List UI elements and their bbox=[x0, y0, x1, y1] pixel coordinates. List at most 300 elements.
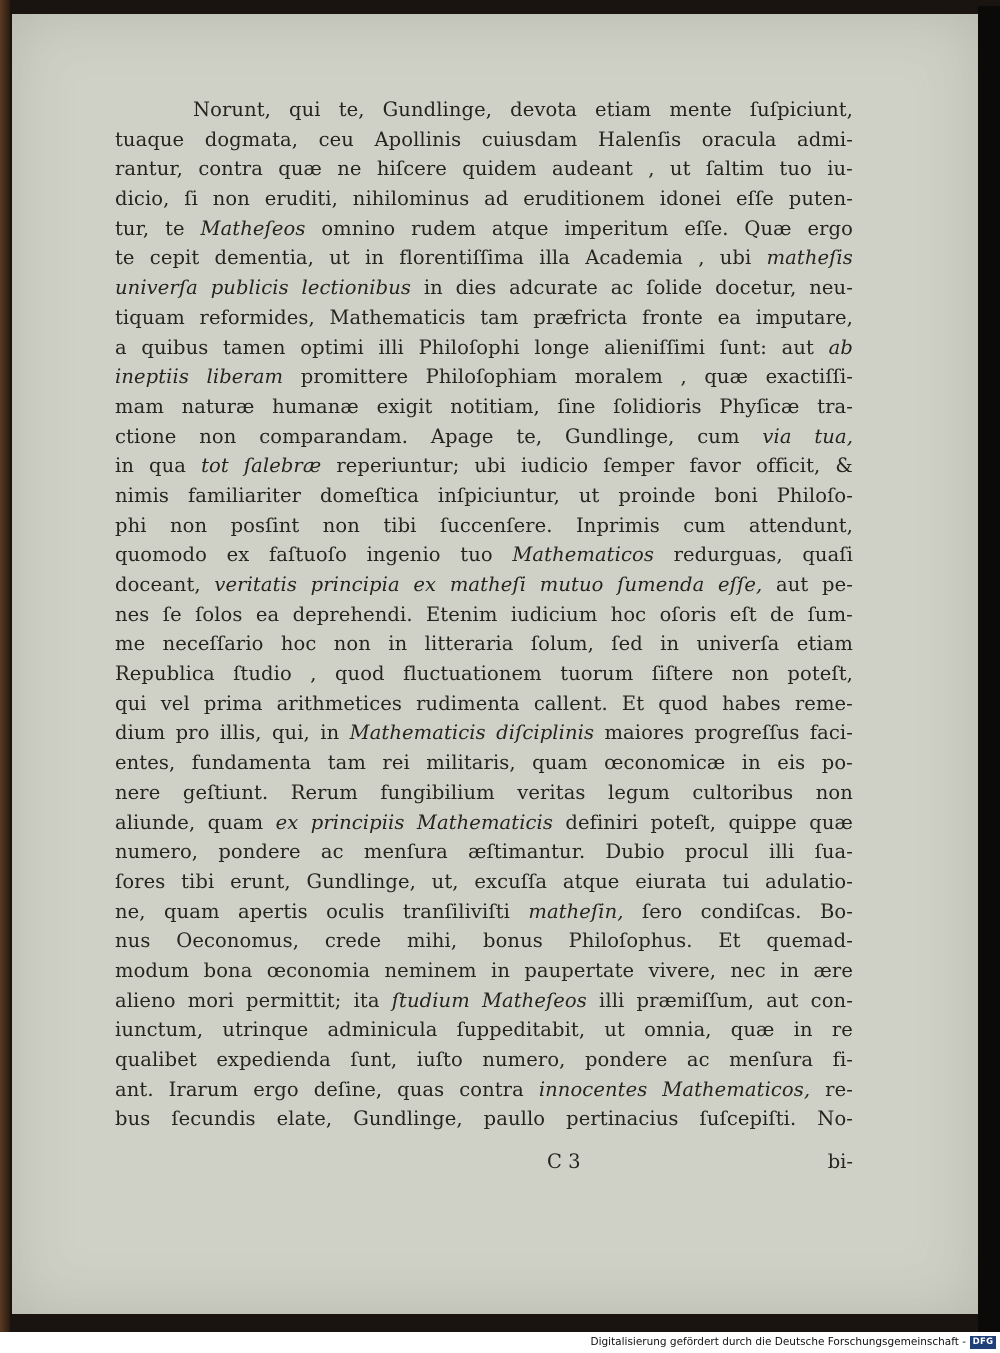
text-word: redurguas, bbox=[673, 543, 783, 567]
text-word: adcurate bbox=[509, 276, 598, 300]
credit-bar bbox=[0, 1332, 1000, 1353]
text-line bbox=[115, 1048, 853, 1078]
text-word: publicis bbox=[210, 276, 289, 300]
text-word: quæ bbox=[278, 157, 322, 181]
text-word: illis, bbox=[219, 721, 262, 745]
text-word: illi bbox=[768, 840, 795, 864]
text-word: imperitum bbox=[564, 216, 669, 240]
text-word: hoc bbox=[610, 602, 647, 626]
text-word: Philoſophi bbox=[418, 335, 520, 359]
text-word: ineptiis bbox=[115, 365, 189, 389]
text-word: crede bbox=[324, 929, 382, 953]
text-word: nes bbox=[115, 602, 150, 626]
text-word: bonus bbox=[482, 929, 543, 953]
text-word: paupertate bbox=[524, 958, 635, 982]
text-line bbox=[115, 187, 853, 217]
text-word: ſed bbox=[611, 632, 643, 656]
text-word: eſt bbox=[729, 602, 757, 626]
text-word: ære bbox=[813, 958, 853, 982]
text-word: ſum- bbox=[807, 602, 853, 626]
text-word: contra bbox=[459, 1077, 524, 1101]
text-word: etiam bbox=[595, 98, 652, 121]
text-word: quomodo bbox=[115, 543, 207, 567]
text-word: principia bbox=[310, 573, 400, 596]
text-word: favor bbox=[689, 454, 741, 478]
text-word: dementia, bbox=[214, 246, 314, 270]
text-word: ex bbox=[413, 573, 437, 596]
text-word: Et bbox=[718, 929, 741, 953]
text-word: boni bbox=[714, 483, 758, 507]
text-word: ac bbox=[610, 276, 634, 300]
text-word: ad bbox=[484, 187, 509, 211]
text-word: dicio, bbox=[115, 187, 170, 211]
text-word: aliunde, bbox=[115, 810, 196, 834]
text-line bbox=[115, 959, 853, 989]
text-word: po- bbox=[821, 751, 853, 775]
text-word: idonei bbox=[659, 187, 722, 211]
text-word: quæ bbox=[809, 810, 853, 834]
text-word: ſolide bbox=[646, 276, 703, 300]
text-word: te, bbox=[338, 98, 365, 121]
text-word: , bbox=[310, 662, 317, 686]
text-word: habes bbox=[722, 691, 781, 715]
text-word: ſemper bbox=[603, 454, 675, 478]
text-word: qua bbox=[149, 454, 187, 478]
text-word: menſura bbox=[729, 1048, 814, 1071]
text-word: cepit bbox=[149, 246, 200, 270]
text-word: puten- bbox=[788, 187, 853, 211]
text-word: fundamenta bbox=[191, 751, 312, 775]
text-word: ſi bbox=[184, 187, 198, 211]
text-line bbox=[115, 1107, 853, 1137]
dfg-logo-icon: DFG bbox=[970, 1336, 996, 1349]
text-line bbox=[115, 336, 853, 366]
text-word: matheſis bbox=[766, 246, 853, 270]
text-word: excuſſa bbox=[474, 869, 548, 893]
text-word: ſine bbox=[557, 394, 596, 418]
text-word: tuaque bbox=[115, 127, 185, 151]
text-word: eruditi, bbox=[264, 187, 338, 211]
text-word: æſtimantur. bbox=[468, 840, 586, 864]
text-word: ut bbox=[578, 483, 600, 507]
text-line bbox=[115, 157, 853, 187]
text-word: in bbox=[780, 958, 800, 982]
text-line bbox=[115, 484, 853, 514]
text-word: quemad- bbox=[766, 929, 853, 953]
text-word: reme- bbox=[794, 691, 853, 715]
text-word: ſunt, bbox=[350, 1048, 398, 1071]
text-word: ceu bbox=[318, 127, 354, 151]
text-word: ant. bbox=[115, 1077, 154, 1101]
text-word: præfricta bbox=[533, 305, 628, 329]
body-text bbox=[115, 98, 853, 1137]
text-word: non bbox=[815, 780, 853, 804]
text-word: ut, bbox=[431, 869, 459, 893]
text-word: ea bbox=[717, 305, 742, 329]
text-word: ſua- bbox=[814, 840, 853, 864]
text-word: audeant bbox=[552, 157, 633, 181]
text-word: deſine, bbox=[313, 1077, 383, 1101]
text-word: paullo bbox=[483, 1107, 546, 1131]
text-word: neu- bbox=[809, 276, 853, 300]
text-word: rudimenta bbox=[416, 691, 520, 715]
text-word: in bbox=[490, 958, 510, 982]
text-word: omnia, bbox=[644, 1018, 712, 1042]
text-word: innocentes bbox=[538, 1077, 648, 1101]
text-word: atque bbox=[491, 216, 549, 240]
text-word: alieno bbox=[115, 988, 176, 1012]
text-word: non bbox=[731, 662, 769, 686]
text-word: florentiſſima bbox=[399, 246, 525, 270]
text-line bbox=[115, 425, 853, 455]
text-word: humanæ bbox=[272, 394, 359, 418]
text-word: ne, bbox=[115, 899, 146, 923]
text-word: pertinacius bbox=[566, 1107, 679, 1131]
text-word: quam bbox=[207, 810, 264, 834]
text-word: tuo bbox=[460, 543, 493, 567]
text-word: alieniſſimi bbox=[604, 335, 706, 359]
book-binding-edge bbox=[0, 0, 10, 1332]
text-word: præmiſſum, bbox=[636, 988, 755, 1012]
text-word: ſuſpiciunt, bbox=[749, 98, 853, 121]
text-word: œconomia bbox=[266, 958, 371, 982]
text-word: nihilominus bbox=[352, 187, 470, 211]
text-word: neceſſario bbox=[162, 632, 264, 656]
text-word: geſtiunt. bbox=[182, 780, 269, 804]
text-word: ſtudio bbox=[233, 662, 292, 686]
text-word: domeſtica bbox=[319, 483, 419, 507]
text-word: fungibilium bbox=[380, 780, 495, 804]
text-word: oculis bbox=[326, 899, 385, 923]
text-word: inſpiciuntur, bbox=[437, 483, 560, 507]
text-word: reperiuntur; bbox=[336, 454, 460, 478]
text-line bbox=[115, 751, 853, 781]
text-word: familiariter bbox=[187, 483, 302, 507]
text-word: matheſin, bbox=[528, 899, 624, 923]
text-word: etiam bbox=[796, 632, 853, 656]
text-word: callent. bbox=[533, 691, 608, 715]
text-line bbox=[115, 217, 853, 247]
text-word: adulatio- bbox=[765, 869, 853, 893]
text-word: ſtudium bbox=[391, 988, 470, 1012]
text-word: Halenſis bbox=[597, 127, 682, 151]
text-line bbox=[115, 870, 853, 900]
text-word: vel bbox=[160, 691, 190, 715]
text-word: quas bbox=[397, 1077, 445, 1101]
text-word: ut bbox=[669, 157, 691, 181]
text-word: liberam bbox=[206, 365, 284, 389]
text-word: admi- bbox=[797, 127, 853, 151]
text-word: me bbox=[115, 632, 146, 656]
text-word: univerſa bbox=[696, 632, 780, 656]
text-line bbox=[115, 246, 853, 276]
text-word: ex bbox=[275, 810, 299, 834]
text-word: Etenim bbox=[425, 602, 498, 626]
text-word: promittere bbox=[300, 365, 409, 389]
text-word: re bbox=[831, 1018, 853, 1042]
text-word: Apollinis bbox=[374, 127, 462, 151]
text-word: Oeconomus, bbox=[176, 929, 299, 953]
text-word: tibi bbox=[181, 869, 215, 893]
text-word: Quæ bbox=[744, 216, 792, 240]
text-word: docetur, bbox=[715, 276, 797, 300]
text-word: tam bbox=[480, 305, 519, 329]
text-word: ex bbox=[226, 543, 250, 567]
text-line bbox=[115, 929, 853, 959]
text-word: pondere bbox=[218, 840, 301, 864]
text-word: mente bbox=[669, 98, 732, 121]
text-word: Phyſicæ bbox=[719, 394, 800, 418]
text-word: comparandam. bbox=[259, 424, 408, 448]
text-word: Rerum bbox=[290, 780, 358, 804]
text-word: militaris, bbox=[426, 751, 516, 775]
text-word: Matheſeos bbox=[200, 216, 306, 240]
text-word: nimis bbox=[115, 483, 170, 507]
text-line bbox=[115, 128, 853, 158]
text-word: Matheſeos bbox=[481, 988, 587, 1012]
text-word: ſumenda bbox=[617, 573, 705, 596]
text-word: adminicula bbox=[327, 1018, 438, 1042]
text-line bbox=[115, 603, 853, 633]
text-word: cuiusdam bbox=[481, 127, 578, 151]
text-word: tui bbox=[722, 869, 750, 893]
text-word: maiores bbox=[604, 721, 685, 745]
text-word: atque bbox=[562, 869, 620, 893]
text-word: ubi bbox=[474, 454, 506, 478]
text-word: quaſi bbox=[802, 543, 853, 567]
text-word: nec bbox=[730, 958, 766, 982]
text-word: menſura bbox=[363, 840, 448, 864]
text-word: iudicium bbox=[510, 602, 598, 626]
text-word: non bbox=[169, 513, 208, 537]
text-word: ea bbox=[255, 602, 280, 626]
text-word: numero, bbox=[482, 1048, 566, 1071]
text-word: in bbox=[115, 454, 134, 478]
text-word: contra bbox=[198, 157, 263, 181]
text-word: Irarum bbox=[168, 1077, 239, 1101]
text-word: reformides, bbox=[199, 305, 315, 329]
text-word: eſſe bbox=[736, 187, 774, 211]
text-line bbox=[115, 543, 853, 573]
text-word: ſuppeditabit, bbox=[456, 1018, 586, 1042]
text-word: Mathematicis bbox=[329, 305, 466, 329]
text-word: Philoſophiam bbox=[425, 365, 558, 389]
text-word: tibi bbox=[383, 513, 417, 537]
text-word: ſe bbox=[162, 602, 182, 626]
text-word: illi bbox=[599, 988, 625, 1012]
text-line bbox=[115, 632, 853, 662]
text-word: doceant, bbox=[115, 573, 201, 596]
text-word: Inprimis bbox=[575, 513, 660, 537]
text-line bbox=[115, 454, 853, 484]
text-word: œconomicæ bbox=[604, 751, 726, 775]
text-word: in bbox=[741, 751, 761, 775]
text-word: attendunt, bbox=[748, 513, 853, 537]
text-word: eſſe, bbox=[718, 573, 763, 596]
text-word: ut bbox=[329, 246, 350, 270]
text-word: exigit bbox=[376, 394, 433, 418]
text-line bbox=[115, 395, 853, 425]
text-word: ſalebræ bbox=[243, 454, 322, 478]
text-word: quod bbox=[658, 691, 708, 715]
text-word: dies bbox=[455, 276, 497, 300]
text-word: diſciplinis bbox=[496, 721, 595, 745]
text-word: pro bbox=[175, 721, 210, 745]
text-word: Mathematicis bbox=[349, 721, 486, 745]
text-word: nus bbox=[115, 929, 151, 953]
text-line bbox=[115, 365, 853, 395]
text-line bbox=[115, 840, 853, 870]
text-word: tam bbox=[327, 751, 366, 775]
text-word: mori bbox=[187, 988, 234, 1012]
text-word: quibus bbox=[141, 335, 209, 359]
text-word: tiquam bbox=[115, 305, 185, 329]
text-word: lectionibus bbox=[301, 276, 411, 300]
text-word: aut bbox=[781, 335, 814, 359]
text-word: posſint bbox=[230, 513, 300, 537]
text-word: Gundlinge, bbox=[565, 424, 675, 448]
text-word: te bbox=[165, 216, 185, 240]
text-word: hiſcere bbox=[376, 157, 447, 181]
text-word: omnino bbox=[321, 216, 396, 240]
text-word: Academia bbox=[585, 246, 684, 270]
text-word: tua, bbox=[814, 424, 853, 448]
text-word: in bbox=[423, 276, 443, 300]
text-word: definiri bbox=[565, 810, 639, 834]
text-word: iuſto bbox=[416, 1048, 463, 1071]
text-word: , bbox=[680, 365, 687, 389]
text-line bbox=[115, 98, 853, 128]
text-line bbox=[115, 306, 853, 336]
text-word: ſuſcepiſti. bbox=[699, 1107, 797, 1131]
text-word: qui bbox=[115, 691, 147, 715]
text-word: ſores bbox=[115, 869, 166, 893]
text-word: optimi bbox=[300, 335, 364, 359]
text-word: pe- bbox=[822, 573, 853, 596]
text-word: fronte bbox=[642, 305, 703, 329]
text-word: ctione bbox=[115, 424, 177, 448]
text-word: dogmata, bbox=[204, 127, 299, 151]
text-word: matheſi bbox=[449, 573, 527, 596]
text-word: faſtuoſo bbox=[268, 543, 347, 567]
text-word: rei bbox=[382, 751, 410, 775]
text-word: tamen bbox=[223, 335, 286, 359]
text-word: bona bbox=[203, 958, 253, 982]
text-word: re- bbox=[825, 1077, 853, 1101]
text-line bbox=[115, 721, 853, 751]
text-word: Dubio bbox=[605, 840, 665, 864]
text-word: dium bbox=[115, 721, 166, 745]
text-word: aut bbox=[766, 988, 799, 1012]
text-word: numero, bbox=[115, 840, 199, 864]
text-word: te, bbox=[516, 424, 543, 448]
text-word: tranſiliviſti bbox=[402, 899, 510, 923]
text-word: arithmetices bbox=[276, 691, 403, 715]
text-word: de bbox=[770, 602, 795, 626]
scan-right-margin bbox=[978, 6, 1000, 1332]
text-word: Et bbox=[621, 691, 645, 715]
text-word: ſaltim bbox=[705, 157, 765, 181]
text-word: veritas bbox=[517, 780, 586, 804]
text-word: Norunt, bbox=[193, 98, 271, 121]
text-word: quæ bbox=[730, 1018, 775, 1042]
text-line bbox=[115, 692, 853, 722]
text-word: utrinque bbox=[222, 1018, 309, 1042]
text-word: ita bbox=[353, 988, 380, 1012]
text-word: tur, bbox=[115, 216, 150, 240]
text-word: faci- bbox=[809, 721, 853, 745]
text-word: Republica bbox=[115, 662, 215, 686]
text-word: Mathematicis bbox=[416, 810, 554, 834]
text-word: tra- bbox=[817, 394, 853, 418]
signature-mark: C 3 bbox=[547, 1150, 581, 1173]
text-word: devota bbox=[510, 98, 577, 121]
text-word: poteſt, bbox=[787, 662, 853, 686]
text-word: legum bbox=[608, 780, 670, 804]
text-word: illi bbox=[378, 335, 404, 359]
text-word: bus bbox=[115, 1107, 151, 1131]
text-word: poteſt, bbox=[650, 810, 717, 834]
text-word: a bbox=[115, 335, 127, 359]
text-word: ſecundis bbox=[171, 1107, 256, 1131]
text-line bbox=[115, 1078, 853, 1108]
text-word: quæ bbox=[704, 365, 748, 389]
text-word: mihi, bbox=[406, 929, 458, 953]
text-word: permittit; bbox=[246, 988, 342, 1012]
funding-credit: Digitalisierung gefördert durch die Deutsche Forschungsgemeinschaft - bbox=[590, 1336, 966, 1348]
text-word: Gundlinge, bbox=[306, 869, 416, 893]
text-word: ſunt: bbox=[719, 335, 767, 359]
text-word: longe bbox=[534, 335, 590, 359]
text-word: iunctum, bbox=[115, 1018, 204, 1042]
text-word: oracula bbox=[701, 127, 777, 151]
text-line bbox=[115, 514, 853, 544]
page-footer bbox=[115, 1150, 853, 1180]
text-word: ſiſtere bbox=[651, 662, 714, 686]
text-word: exactiſſi- bbox=[765, 365, 853, 389]
text-word: quidem bbox=[462, 157, 537, 181]
text-word: cum bbox=[697, 424, 740, 448]
text-line bbox=[115, 900, 853, 930]
text-line bbox=[115, 989, 853, 1019]
text-word: rantur, bbox=[115, 157, 183, 181]
text-word: non bbox=[212, 187, 250, 211]
text-word: apertis bbox=[237, 899, 308, 923]
text-word: ſolum, bbox=[530, 632, 594, 656]
text-word: principiis bbox=[310, 810, 405, 834]
text-word: , bbox=[648, 157, 655, 181]
text-word: in bbox=[320, 721, 340, 745]
catchword: bi- bbox=[827, 1150, 853, 1173]
text-word: con- bbox=[810, 988, 853, 1012]
text-word: ingenio bbox=[366, 543, 441, 567]
text-word: eiurata bbox=[635, 869, 707, 893]
text-word: hoc bbox=[280, 632, 317, 656]
text-word: Philoſo- bbox=[776, 483, 853, 507]
text-word: mam bbox=[115, 394, 164, 418]
text-word: deprehendi. bbox=[292, 602, 413, 626]
text-word: ab bbox=[828, 335, 853, 359]
text-word: entes, bbox=[115, 751, 176, 775]
text-word: eſſe. bbox=[684, 216, 729, 240]
text-word: ac bbox=[320, 840, 344, 864]
text-line bbox=[115, 811, 853, 841]
text-word: in bbox=[388, 632, 408, 656]
text-word: cum bbox=[683, 513, 726, 537]
text-word: non bbox=[199, 424, 237, 448]
text-word: non bbox=[322, 513, 360, 537]
text-line bbox=[115, 662, 853, 692]
